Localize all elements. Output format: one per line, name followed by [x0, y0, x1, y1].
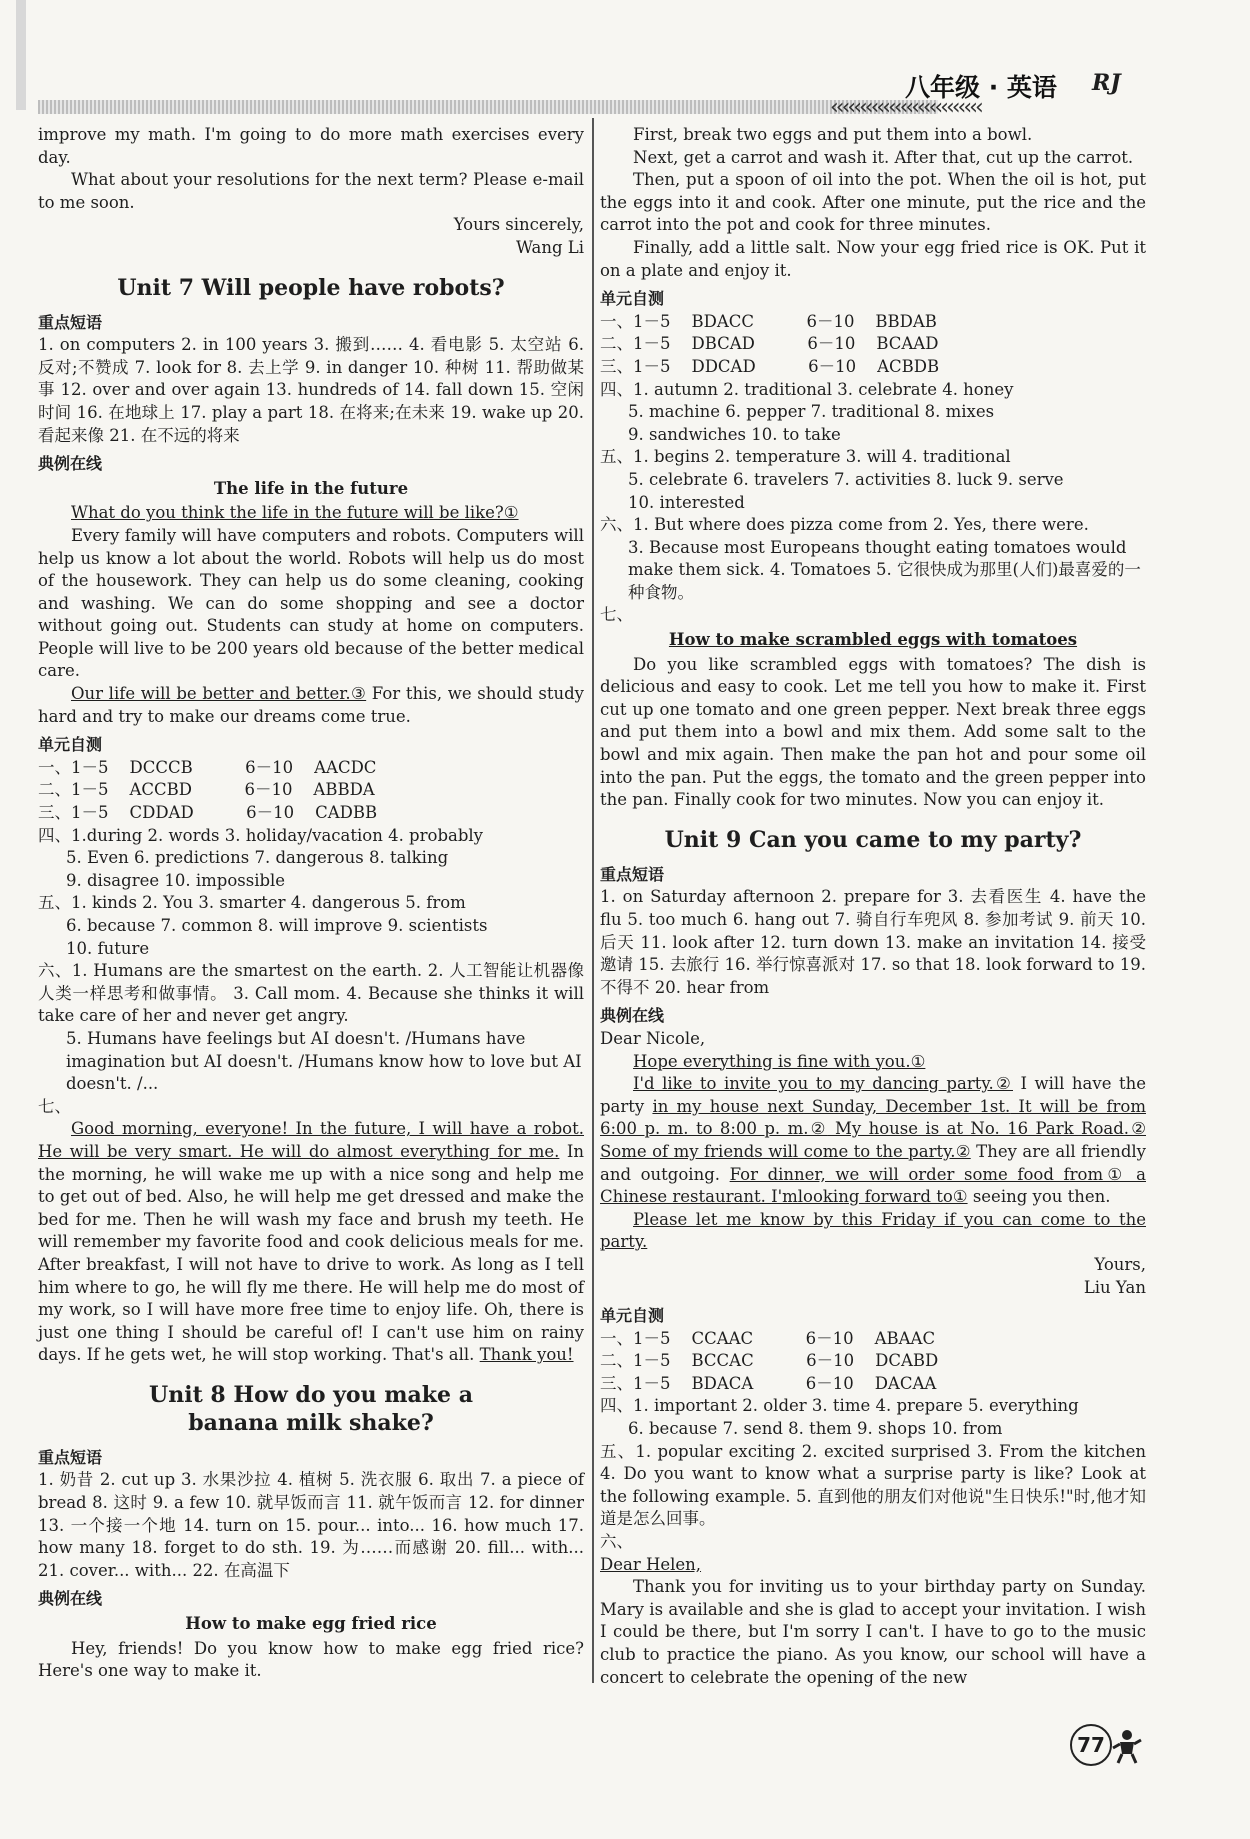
letter9-close: Yours,	[1094, 1254, 1146, 1274]
essay7-title: The life in the future	[213, 478, 409, 498]
u7-answers-4c: 9. disagree 10. impossible	[66, 870, 286, 890]
letter9-text-3: seeing you then.	[967, 1187, 1111, 1207]
u8-answers-4a: 四、1. autumn 2. traditional 3. celebrate 4. honey	[600, 379, 1014, 399]
u7-answers-6b: 5. Humans have feelings but AI doesn't. /Humans have imagination but AI doesn't. /Humans know how to love but AI doesn't. /...	[66, 1028, 582, 1094]
u9-letter-body: Thank you for inviting us to your birthday party on Sunday. Mary is available and she is glad to accept your invitation. I wish I could be there, but I'm sorry I can't. I have to go to the music club to practice the piano. As you know, our school will have a concert to celebrate the opening of the new	[600, 1577, 1146, 1687]
column-divider	[592, 118, 594, 1683]
u8-answers-4b: 5. machine 6. pepper 7. traditional 8. mixes	[628, 402, 995, 422]
unit7-title: Unit 7 Will people have robots?	[117, 274, 505, 301]
letter9-time: It will be from 6:00 p. m. to 8:00 p. m.②	[600, 1096, 1147, 1139]
unit8-example-heading: 典例在线	[38, 1589, 103, 1609]
u7-composition	[38, 1118, 584, 1367]
essay7-p3	[38, 683, 584, 728]
essay8-p3: Next, get a carrot and wash it. After that, cut up the carrot.	[633, 147, 1134, 167]
page-spine-shadow	[16, 0, 26, 110]
unit8-test-heading: 单元自测	[600, 289, 665, 309]
letter9-text-2: They are all friendly and outgoing.	[600, 1141, 1146, 1184]
unit9-test-heading: 单元自测	[600, 1306, 665, 1326]
letter9-where: My house is at No. 16 Park Road.②	[827, 1119, 1146, 1139]
u7-answers-1: 一、1－5 DCCCB 6－10 AACDC	[38, 757, 377, 777]
u8-answers-5a: 五、1. begins 2. temperature 3. will 4. traditional	[600, 447, 1011, 467]
letter9-greeting: Dear Nicole,	[600, 1028, 706, 1048]
u9-answers-1: 一、1－5 CCAAC 6－10 ABAAC	[600, 1328, 936, 1348]
u8-answers-5c: 10. interested	[628, 492, 745, 512]
letter9-line1: Hope everything is fine with you.①	[633, 1051, 926, 1071]
essay8-p4: Then, put a spoon of oil into the pot. When the oil is hot, put the eggs into it and cook. After one minute, put the rice and the carrot into the pot and cook for three minutes.	[600, 170, 1146, 235]
unit8-title-line1: Unit 8 How do you make a	[149, 1381, 473, 1408]
unit8-phrases: 1. 奶昔 2. cut up 3. 水果沙拉 4. 植树 5. 洗衣服 6. 取出 7. a piece of bread 8. 这时 9. a few 10. 就早饭而言 11. 就午饭而言 12. for dinner 13. 一个接一个地 14. turn on 15. pour... into... 16. how much 17. how many 18. forget to do sth. 19. 为……而感谢 20. fill... with... 21. cover... with... 22. 在高温下	[38, 1470, 584, 1580]
letter9-friends: Some of my friends will come to the party.②	[600, 1141, 971, 1161]
u7-composition-body: In the morning, he will wake me up with a nice song and help me to get out of bed. Also, he will help me get dressed and make the bed for me. Then he will wash my face and brush my teeth. He will remember my favorite food and cook delicious meals for me. After breakfast, I will not have to drive to work. As long as I tell him where to go, he will fly me there. He will help me do most of my work, so I will have more free time to enjoy life. Oh, there is just one thing I should be careful of! I can't use him on rainy days. If he gets wet, he will stop working. That's all.	[38, 1141, 585, 1365]
u8-answers-5b: 5. celebrate 6. travelers 7. activities 8. luck 9. serve	[628, 469, 1064, 489]
unit8-title-line2: banana milk shake?	[188, 1409, 434, 1436]
unit7-phrases: 1. on computers 2. in 100 years 3. 搬到…… 4. 看电影 5. 太空站 6. 反对;不赞成 7. look for 8. 去上学 9. in danger 10. 种树 11. 帮助做某事 12. over and over again 13. hundreds of 14. fall down 15. 空闲时间 16. 在地球上 17. play a part 18. 在将来;在未来 19. wake up 20. 看起来像 21. 在不远的将来	[38, 335, 584, 445]
letter-end-2: What about your resolutions for the next term? Please e-mail to me soon.	[38, 170, 584, 212]
essay8-p5: Finally, add a little salt. Now your egg fried rice is OK. Put it on a plate and enjoy it.	[600, 237, 1146, 280]
unit9-phrases-heading: 重点短语	[600, 864, 665, 884]
u8-answers-4c: 9. sandwiches 10. to take	[628, 424, 841, 444]
u7-answers-5c: 10. future	[66, 938, 150, 958]
header-chevrons: ‹‹‹‹‹‹‹‹‹‹‹‹‹‹‹‹‹‹‹‹‹‹‹‹‹‹	[830, 95, 981, 120]
letter-close: Yours sincerely,	[453, 215, 584, 235]
header-rule	[38, 100, 938, 114]
unit9-title: Unit 9 Can you came to my party?	[664, 826, 1082, 853]
u8-answers-7: 七、	[600, 605, 633, 625]
u7-answers-4a: 四、1.during 2. words 3. holiday/vacation 4. probably	[38, 825, 484, 845]
u8-composition: Do you like scrambled eggs with tomatoes? The dish is delicious and easy to cook. Let me tell you how to make it. First cut up one tomato and one green pepper. Next break three eggs and put them into a bowl and mix them. Add some salt to the bowl and mix again. Then make the pan hot and pour some oil into the pan. Put the eggs, the tomato and the green pepper into the pan. Finally cook for two minutes. Now you can enjoy it.	[600, 654, 1146, 810]
letter-end-1: improve my math. I'm going to do more math exercises every day.	[38, 125, 584, 167]
u7-answers-6a: 六、1. Humans are the smartest on the earth. 2. 人工智能让机器像人类一样思考和做事情。 3. Call mom. 4. Because she thinks it will take care of her and never get angry.	[38, 961, 584, 1026]
u7-composition-end: Thank you!	[479, 1345, 574, 1365]
essay7-p3-rest: For this, we should study hard and try to make our dreams come true.	[38, 684, 584, 726]
u9-answers-4a: 四、1. important 2. older 3. time 4. prepare 5. everything	[600, 1396, 1079, 1416]
letter9-name: Liu Yan	[1083, 1277, 1146, 1297]
u9-answers-5: 五、1. popular exciting 2. excited surprised 3. From the kitchen 4. Do you want to know what a surprise party is like? Look at the following example. 5. 直到他的朋友们对他说"生日快乐!"时,他才知道是怎么回事。	[600, 1441, 1146, 1529]
u9-answers-4b: 6. because 7. send 8. them 9. shops 10. from	[628, 1419, 1003, 1439]
letter9-dinner: For dinner, we will order some food from① a Chinese restaurant. I'mlooking forward to①	[600, 1164, 1146, 1207]
letter-signature: Wang Li	[515, 237, 584, 257]
u8-answers-6a: 六、1. But where does pizza come from 2. Yes, there were.	[600, 515, 1089, 535]
essay8-p1: Hey, friends! Do you know how to make egg fried rice? Here's one way to make it.	[38, 1638, 584, 1681]
letter9-invite: I'd like to invite you to my dancing party.②	[633, 1074, 1013, 1094]
unit7-phrases-heading: 重点短语	[38, 312, 103, 332]
mascot-icon	[1112, 1728, 1142, 1764]
essay7-p2: Every family will have computers and robots. Computers will help us know a lot about the world. Robots will help us do most of the housework. They can help us do some cleaning, cooking and washing. We can do some shopping and see a doctor without going out. Students can study at home on computers. People will live to be 200 years old because of the better medical care.	[38, 525, 584, 681]
letter9-line3: Please let me know by this Friday if you can come to the party.	[600, 1209, 1146, 1252]
unit7-test-heading: 单元自测	[38, 735, 103, 755]
u8-answers-3: 三、1－5 DDCAD 6－10 ACBDB	[600, 356, 940, 376]
essay8-p2: First, break two eggs and put them into a bowl.	[633, 125, 1033, 144]
u7-composition-underlined: Good morning, everyone! In the future, I will have a robot. He will be very smart. He will do almost everything for me.	[38, 1119, 584, 1161]
u7-answers-3: 三、1－5 CDDAD 6－10 CADBB	[38, 803, 378, 823]
header-edition: RJ	[1092, 70, 1121, 96]
u7-answers-4b: 5. Even 6. predictions 7. dangerous 8. talking	[66, 848, 449, 868]
letter9-body	[600, 1073, 1146, 1209]
u9-answers-6: 六、	[600, 1532, 633, 1552]
u9-answers-2: 二、1－5 BCCAC 6－10 DCABD	[600, 1351, 939, 1371]
letter9-when: in my house next Sunday, December 1st.	[652, 1096, 1011, 1116]
u7-answers-5b: 6. because 7. common 8. will improve 9. scientists	[66, 916, 488, 935]
u8-answers-2: 二、1－5 DBCAD 6－10 BCAAD	[600, 334, 939, 354]
left-column	[38, 124, 584, 1683]
unit9-example-heading: 典例在线	[600, 1006, 665, 1026]
page-number: 77	[1070, 1724, 1112, 1766]
u8-answers-1: 一、1－5 BDACC 6－10 BBDAB	[600, 311, 937, 331]
right-column	[600, 124, 1146, 1689]
letter9-text-1: I will have the party	[600, 1074, 1146, 1116]
u9-answers-3: 三、1－5 BDACA 6－10 DACAA	[600, 1373, 937, 1393]
u7-answers-7: 七、	[38, 1096, 71, 1116]
u7-answers-5a: 五、1. kinds 2. You 3. smarter 4. dangerous 5. from	[38, 893, 466, 913]
unit9-phrases: 1. on Saturday afternoon 2. prepare for 3. 去看医生 4. have the flu 5. too much 6. hang out 7. 骑自行车兜风 8. 参加考试 9. 前天 10. 后天 11. look after 12. turn down 13. make an invitation 14. 接受邀请 15. 去旅行 16. 举行惊喜派对 17. so that 18. look forward to 19. 不得不 20. hear from	[600, 887, 1146, 997]
u8-answers-6b: 3. Because most Europeans thought eating tomatoes would make them sick. 4. Tomatoes 5. 它很快成为那里(人们)最喜爱的一种食物。	[628, 537, 1141, 602]
essay7-p3-underlined: Our life will be better and better.③	[71, 684, 367, 704]
u7-answers-2: 二、1－5 ACCBD 6－10 ABBDA	[38, 780, 375, 800]
essay7-p1: What do you think the life in the future will be like?①	[71, 503, 519, 523]
essay8-title: How to make egg fried rice	[185, 1614, 437, 1634]
header-title: 八年级 · 英语	[905, 73, 1057, 102]
u8-composition-title: How to make scrambled eggs with tomatoes	[668, 630, 1078, 650]
unit7-example-heading: 典例在线	[38, 454, 103, 474]
u9-letter-greeting: Dear Helen,	[600, 1554, 702, 1574]
unit8-phrases-heading: 重点短语	[38, 1447, 103, 1467]
